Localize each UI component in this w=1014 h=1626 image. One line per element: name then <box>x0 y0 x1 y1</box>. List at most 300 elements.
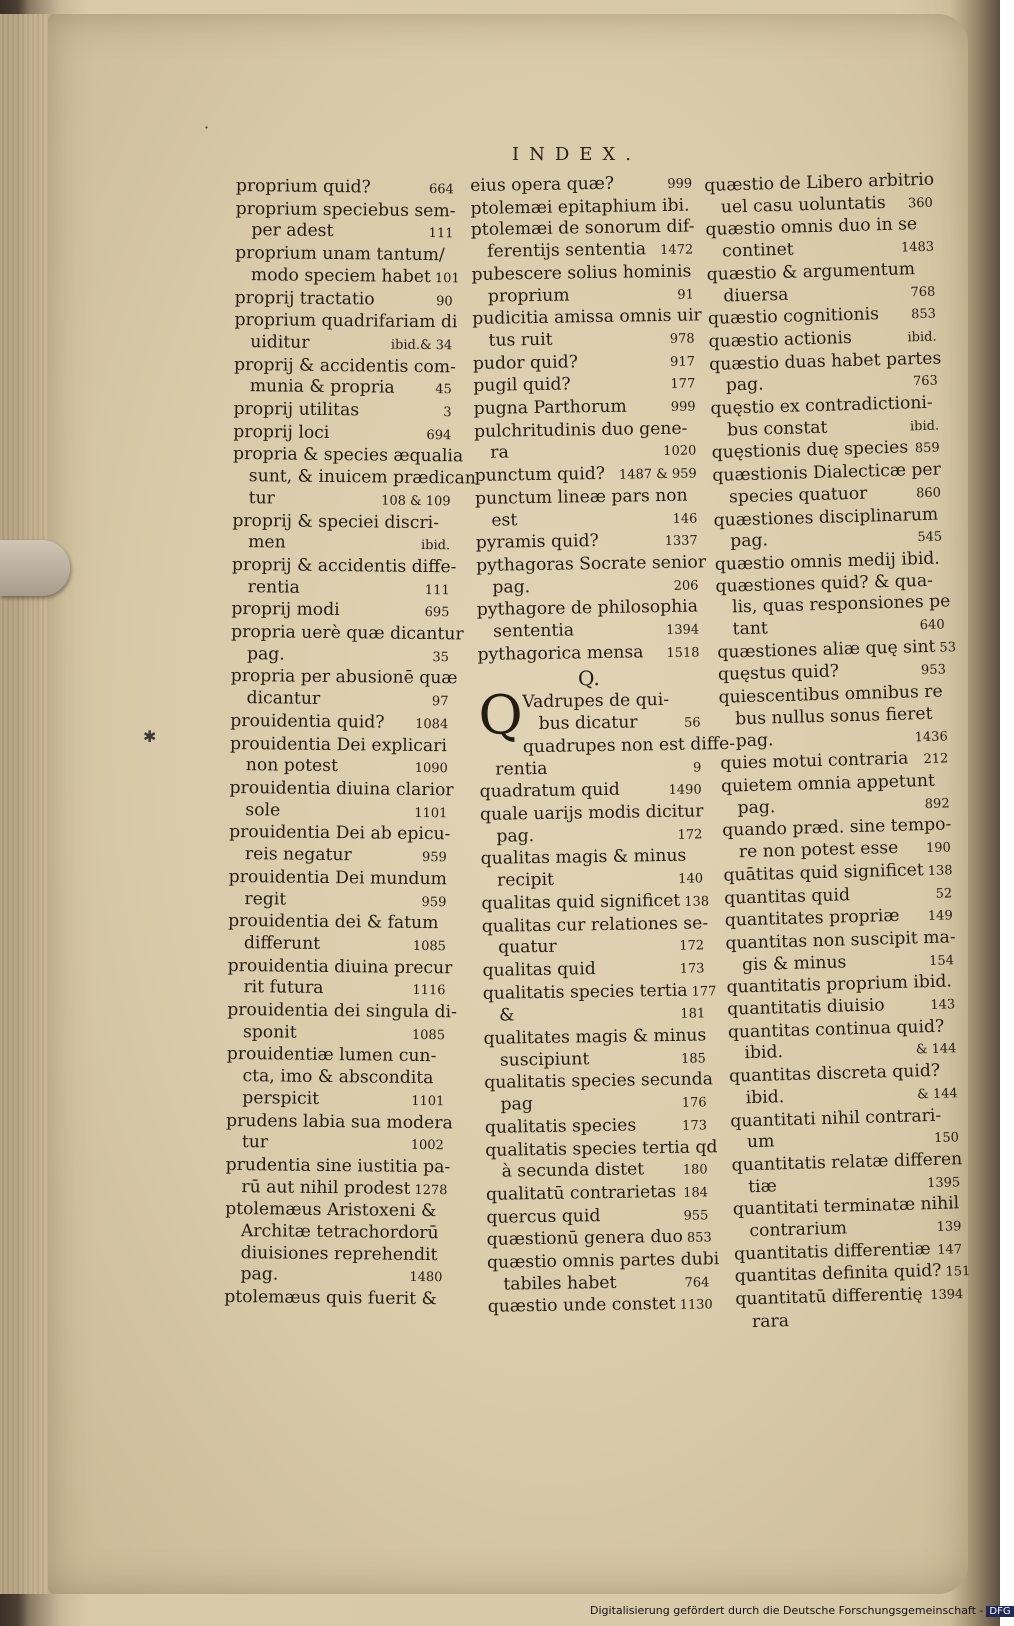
entry-term: bus dicatur <box>538 712 638 735</box>
entry-page-ref: 147 <box>937 1241 963 1258</box>
entry-term: prouidentia quid? <box>230 710 385 733</box>
page-speck: ✱ <box>143 727 157 746</box>
entry-page-ref: 180 <box>682 1162 708 1179</box>
entry-page-ref: 664 <box>428 182 454 198</box>
entry-term: pythagorica mensa <box>477 642 644 665</box>
entry-page-ref: 3 <box>443 405 452 421</box>
entry-term: quæstio de Libero arbitrio <box>704 169 935 196</box>
index-entry <box>484 1069 714 1095</box>
index-column-2 <box>470 173 736 1321</box>
entry-term: Vadrupes de qui- <box>522 690 670 713</box>
index-entry <box>227 1044 445 1068</box>
entry-page-ref: 150 <box>933 1130 960 1147</box>
entry-term: qualitatū contrarietas <box>485 1181 677 1205</box>
entry-term: quantitatis proprium ibid. <box>726 971 953 998</box>
index-entry <box>230 755 448 780</box>
entry-term: qualitatis species tertia <box>482 980 688 1004</box>
entry-term: tus ruit <box>488 329 553 351</box>
entry-term: ibid. <box>745 1086 785 1109</box>
entry-term: rit futura <box>243 977 324 999</box>
entry-term: tabiles habet <box>503 1272 617 1295</box>
index-entry <box>477 597 699 622</box>
entry-term: proprij & speciei discri- <box>232 510 440 533</box>
entry-term: pubescere solius hominis <box>471 261 692 285</box>
index-entry <box>226 1066 444 1090</box>
entry-page-ref: 1101 <box>414 805 448 821</box>
entry-term: quæstio & argumentum <box>706 258 916 285</box>
index-entry <box>471 261 693 286</box>
entry-term: pag. <box>240 1264 279 1285</box>
index-entry <box>475 485 697 510</box>
entry-term: per adest <box>251 220 334 242</box>
entry-term: perspicit <box>242 1087 320 1109</box>
entry-term: prouidentia dei singula di- <box>227 999 457 1023</box>
index-entry <box>235 243 453 267</box>
index-entry <box>225 1199 443 1223</box>
entry-term: quantitates propriæ <box>724 906 900 931</box>
entry-page-ref: 151 <box>945 1264 971 1281</box>
entry-term: uiditur <box>250 332 310 353</box>
entry-term: qualitatis species <box>484 1115 637 1138</box>
entry-term: sponit <box>242 1021 297 1043</box>
entry-term: quæstio omnis duo in se <box>705 214 918 241</box>
entry-page-ref: 694 <box>426 427 452 444</box>
index-entry <box>234 376 452 401</box>
index-entry <box>230 688 448 713</box>
entry-term: propria & species æqualia <box>232 444 464 467</box>
index-entry <box>234 310 458 334</box>
entry-term: pag. <box>496 825 535 847</box>
entry-term: differunt <box>243 933 321 954</box>
entry-page-ref: 154 <box>928 952 955 969</box>
entry-page-ref: 1472 <box>659 242 694 259</box>
page-speck: · <box>204 118 210 137</box>
entry-page-ref: 1518 <box>666 645 700 661</box>
page-title: INDEX. <box>512 144 641 165</box>
entry-page-ref: 173 <box>679 961 705 977</box>
entry-page-ref: 181 <box>680 1006 706 1023</box>
entry-term: ptolemæi epitaphium ibi. <box>470 195 690 219</box>
entry-page-ref: 1116 <box>412 983 446 999</box>
entry-term: qualitas quid <box>482 959 596 981</box>
entry-page-ref: 853 <box>910 306 937 323</box>
entry-term: pythagore de philosophia <box>476 596 699 621</box>
entry-page-ref: 1085 <box>412 938 447 955</box>
entry-term: quæstio omnis partes dubi <box>486 1249 720 1273</box>
entry-term: ptolemæus Aristoxeni & <box>225 1199 437 1222</box>
entry-page-ref: 999 <box>667 176 693 192</box>
entry-page-ref: 56 <box>683 715 701 731</box>
entry-term: quātitas quid significet <box>723 859 924 886</box>
entry-term: regit <box>244 888 287 910</box>
entry-page-ref: 184 <box>683 1185 709 1201</box>
entry-page-ref: 640 <box>919 617 945 634</box>
entry-term: quęstio ex contradictioni- <box>710 392 933 419</box>
entry-term: quantitati terminatæ nihil <box>732 1193 960 1220</box>
entry-page-ref: 763 <box>912 373 939 390</box>
entry-term: proprij & accidentis com- <box>233 354 456 377</box>
entry-page-ref: 177 <box>670 376 696 393</box>
entry-page-ref: 360 <box>907 195 934 212</box>
entry-term: re non potest esse <box>738 837 899 863</box>
index-entry <box>225 1221 443 1245</box>
entry-term: punctum quid? <box>474 464 606 487</box>
entry-page-ref: 149 <box>927 908 953 925</box>
index-entry <box>232 488 450 513</box>
entry-term: tur <box>241 1132 269 1153</box>
entry-term: quatur <box>497 936 557 958</box>
index-entry <box>229 867 447 891</box>
index-entry <box>522 712 700 737</box>
index-entry <box>485 1136 718 1162</box>
entry-page-ref: 764 <box>684 1275 710 1291</box>
entry-page-ref: 1483 <box>900 239 935 256</box>
entry-term: quæstio duas habet partes <box>708 348 942 375</box>
entry-page-ref: ibid. <box>420 538 451 554</box>
entry-term: qualitatis species secunda <box>484 1069 714 1094</box>
entry-term: prouidentia Dei explicari <box>229 733 448 756</box>
entry-page-ref: 173 <box>682 1118 708 1134</box>
entry-term: proprium unam tantum/ <box>235 243 445 266</box>
entry-term: pag. <box>735 729 774 751</box>
entry-page-ref: 52 <box>935 885 953 902</box>
entry-term: prouidentia diuina clarior <box>229 777 454 801</box>
entry-term: modo speciem habet <box>250 264 431 287</box>
index-entry <box>477 619 699 645</box>
entry-page-ref: 9 <box>692 760 702 776</box>
entry-term: proprij & accidentis diffe- <box>231 554 457 578</box>
entry-term: tur <box>248 487 275 509</box>
index-entry <box>471 217 693 242</box>
entry-page-ref: 860 <box>915 485 942 502</box>
entry-term: prouidentia Dei mundum <box>228 866 447 890</box>
index-entry <box>475 552 707 577</box>
entry-term: quantitatis differentiæ <box>733 1238 931 1265</box>
entry-page-ref: & 144 <box>916 1086 958 1103</box>
entry-term: quantitas quid <box>723 884 851 909</box>
entry-page-ref: 185 <box>680 1051 707 1067</box>
entry-page-ref: 1002 <box>410 1138 444 1154</box>
entry-page-ref: 695 <box>424 605 450 621</box>
entry-page-ref: 1084 <box>415 716 449 733</box>
entry-term: qualitas quid significet <box>481 890 681 914</box>
entry-term: ferentijs sententia <box>487 239 647 262</box>
index-entry <box>227 999 457 1024</box>
entry-term: pag. <box>729 530 769 552</box>
index-entry <box>230 711 448 736</box>
index-entry <box>226 1088 444 1113</box>
entry-page-ref: 172 <box>677 827 703 843</box>
entry-page-ref: 1278 <box>414 1182 448 1198</box>
entry-term: pag. <box>737 796 776 818</box>
index-entry <box>231 554 457 579</box>
index-entry <box>486 1249 720 1274</box>
entry-term: sunt, & inuicem prædican <box>248 466 477 489</box>
entry-page-ref: 768 <box>910 284 936 300</box>
index-entry <box>227 1022 445 1047</box>
entry-term: quęstionis duę species <box>711 437 909 464</box>
entry-term: rentia <box>495 758 548 780</box>
index-entry <box>231 599 449 624</box>
index-entry <box>229 822 451 846</box>
entry-term: species quatuor <box>728 483 868 508</box>
entry-page-ref: 959 <box>421 850 447 866</box>
entry-term: quantitas discreta quid? <box>728 1060 941 1087</box>
index-entry <box>226 1110 453 1134</box>
entry-term: à secunda distet <box>501 1159 645 1182</box>
entry-page-ref: 138 <box>684 894 710 910</box>
entry-page-ref: 177 <box>691 983 717 1000</box>
entry-term: propria uerè quæ dicantur <box>231 622 464 645</box>
entry-page-ref: ibid. <box>907 329 937 346</box>
entry-term: quæstionis Dialecticæ per <box>712 459 942 487</box>
entry-term: Architæ tetrachordorū <box>240 1221 439 1244</box>
entry-page-ref: 1487 & 959 <box>618 466 697 483</box>
entry-page-ref: 959 <box>421 894 447 910</box>
entry-term: non potest <box>245 755 339 777</box>
entry-term: uel casu uoluntatis <box>720 192 886 218</box>
entry-page-ref: 206 <box>673 578 699 594</box>
index-entry <box>231 644 449 669</box>
index-entry <box>230 734 448 758</box>
entry-term: quæstiones quid? & qua- <box>715 570 934 597</box>
index-entry <box>234 332 452 357</box>
entry-term: pag <box>500 1094 534 1115</box>
entry-term: proprij loci <box>233 421 330 443</box>
index-entry <box>232 577 450 602</box>
entry-term: gis & minus <box>741 951 847 975</box>
index-entry <box>233 354 456 379</box>
drop-cap: Q <box>477 683 524 748</box>
entry-term: bus constat <box>726 417 828 441</box>
entry-term: qualitas magis & minus <box>480 846 687 870</box>
entry-page-ref: 140 <box>678 871 704 887</box>
entry-page-ref: 212 <box>923 751 949 768</box>
entry-term: diuisiones reprehendit <box>240 1242 438 1265</box>
entry-page-ref: 176 <box>681 1095 707 1111</box>
entry-term: continet <box>721 239 794 262</box>
entry-term: quando præd. sine tempo- <box>722 814 952 842</box>
entry-term: pythagoras Socrate senior <box>475 552 707 576</box>
entry-page-ref: 1394 <box>665 622 700 639</box>
entry-term: rara <box>751 1310 790 1332</box>
index-column-3 <box>704 169 971 1334</box>
index-column-1 <box>224 176 477 1311</box>
dfg-logo: DFG <box>986 1606 1013 1617</box>
index-entry <box>236 176 454 201</box>
entry-term: pudicitia amissa omnis uir <box>472 305 702 330</box>
entry-term: quantitatis diuisio <box>727 995 885 1020</box>
entry-page-ref: 1395 <box>926 1174 961 1191</box>
entry-page-ref: 1020 <box>663 443 697 460</box>
entry-page-ref: 1085 <box>411 1027 446 1043</box>
entry-term: pag. <box>492 576 531 598</box>
entry-page-ref: 1090 <box>414 761 448 777</box>
entry-term: prouidentiæ lumen cun- <box>226 1044 437 1067</box>
entry-term: diuersa <box>723 284 789 307</box>
entry-page-ref: 999 <box>670 399 696 415</box>
index-entry <box>232 511 450 535</box>
index-entry <box>474 418 696 443</box>
entry-term: prudentia sine iustitia pa- <box>225 1154 451 1178</box>
index-entry <box>236 199 454 223</box>
entry-page-ref: 978 <box>669 331 695 347</box>
entry-term: qualitatis species tertia qd <box>485 1136 718 1161</box>
entry-term: & <box>499 1005 515 1026</box>
entry-term: proprium quid? <box>235 176 371 198</box>
index-entry <box>481 912 709 938</box>
entry-term: cta, imo & abscondita <box>242 1066 434 1089</box>
index-entry <box>227 955 453 980</box>
entry-term: prouidentia Dei ab epicu- <box>229 822 451 845</box>
entry-term: quęstus quid? <box>717 661 840 686</box>
entry-page-ref: 101 <box>434 270 460 287</box>
entry-page-ref: 1130 <box>679 1297 713 1314</box>
entry-term: prudens labia sua modera <box>226 1110 453 1133</box>
entry-term: quæstio cognitionis <box>707 304 880 330</box>
entry-term: quantitati nihil contrari- <box>730 1105 942 1132</box>
index-entry <box>235 220 453 245</box>
funding-text: Digitalisierung gefördert durch die Deutsche Forschungsgemeinschaft - <box>590 1604 984 1617</box>
entry-page-ref: 1101 <box>411 1093 445 1110</box>
entry-term: ptolemæus quis fuerit & <box>224 1287 437 1310</box>
entry-term: um <box>746 1131 775 1153</box>
entry-term: ibid. <box>744 1042 784 1064</box>
entry-term: quæstiones disciplinarum <box>713 504 939 531</box>
index-entry <box>472 305 702 331</box>
entry-term: pag. <box>246 643 285 665</box>
index-entry <box>483 1025 705 1050</box>
entry-page-ref: 111 <box>424 582 450 598</box>
index-entry <box>231 622 464 646</box>
entry-page-ref: & 144 <box>915 1041 957 1058</box>
entry-page-ref: ibid.& 34 <box>390 337 453 354</box>
entry-page-ref: 1480 <box>409 1270 443 1286</box>
entry-term: prouidentia dei & fatum <box>228 911 439 934</box>
entry-page-ref: 45 <box>435 382 452 398</box>
entry-term: ra <box>490 442 509 464</box>
entry-term: est <box>491 509 518 531</box>
index-entry <box>480 801 702 826</box>
entry-term: quies motui contraria <box>720 748 909 775</box>
index-entry <box>230 666 458 690</box>
index-entry <box>225 1176 448 1202</box>
entry-page-ref: 172 <box>679 938 705 955</box>
entry-term: pulchritudinis duo gene- <box>473 418 688 442</box>
entry-term: rū aut nihil prodest <box>241 1176 411 1199</box>
index-entry <box>474 440 696 466</box>
entry-term: tant <box>732 618 769 640</box>
entry-term: rentia <box>247 576 300 598</box>
index-entry <box>232 444 464 468</box>
entry-term: pugna Parthorum <box>473 396 627 420</box>
entry-term: bus nullus sonus fieret <box>734 703 933 730</box>
entry-term: pag. <box>725 374 764 396</box>
entry-page-ref: 1394 <box>930 1287 964 1304</box>
entry-term: recipit <box>496 869 555 891</box>
entry-term: pyramis quid? <box>475 531 599 554</box>
entry-term: quantitatis relatæ differen <box>731 1149 963 1176</box>
entry-term: pudor quid? <box>472 351 578 374</box>
entry-term: proprij utilitas <box>233 399 360 421</box>
entry-term: proprium quadrifariam di <box>234 310 458 333</box>
entry-term: sole <box>245 799 281 821</box>
entry-term: quantitatū differentię <box>735 1284 923 1310</box>
index-entry <box>225 1154 451 1179</box>
entry-page-ref: 146 <box>672 511 698 527</box>
entry-term: quadrupes non est diffe- <box>522 733 736 758</box>
entry-page-ref: 1436 <box>914 728 948 745</box>
entry-page-ref: 108 & 109 <box>381 493 451 510</box>
entry-term: suscipiunt <box>499 1048 590 1071</box>
index-entry <box>232 532 450 557</box>
entry-term: ptolemæi de sonorum dif- <box>470 216 695 241</box>
entry-page-ref: 1337 <box>664 533 698 550</box>
entry-term: quiescentibus omnibus re <box>718 681 943 708</box>
page-edges <box>0 14 50 1594</box>
entry-term: eius opera quæ? <box>470 173 615 196</box>
entry-term: prouidentia diuina precur <box>227 955 453 978</box>
index-entry <box>477 641 699 667</box>
entry-term: contrarium <box>749 1218 848 1242</box>
entry-page-ref: 1490 <box>668 782 702 799</box>
entry-term: quæstio actionis <box>708 327 853 352</box>
entry-term: reis negatur <box>244 844 352 866</box>
entry-term: pugil quid? <box>473 374 571 397</box>
index-entry <box>228 888 446 913</box>
entry-term: proprium <box>487 284 570 307</box>
entry-term: proprij tractatio <box>234 287 375 309</box>
entry-page-ref: 111 <box>428 226 454 242</box>
entry-term: quæstionū genera duo <box>486 1227 684 1251</box>
entry-term: tiæ <box>747 1176 778 1197</box>
entry-page-ref: 917 <box>670 354 696 370</box>
entry-term: punctum lineæ pars non <box>474 485 688 509</box>
index-entry <box>229 777 454 802</box>
entry-page-ref: 35 <box>432 649 450 666</box>
index-entry <box>233 399 451 424</box>
index-entry <box>224 1264 442 1289</box>
entry-page-ref: ibid. <box>909 418 940 435</box>
entry-page-ref: 90 <box>436 293 453 309</box>
entry-term: quantitas continua quid? <box>727 1016 945 1043</box>
entry-term: quantitas definita quid? <box>734 1261 942 1288</box>
entry-term: quietem omnia appetunt <box>720 770 936 797</box>
section-letter: Q. <box>577 666 600 691</box>
index-entry <box>487 1294 713 1320</box>
entry-term: dicantur <box>246 688 321 710</box>
entry-page-ref: 859 <box>914 440 940 457</box>
entry-page-ref: 190 <box>925 840 952 857</box>
entry-term: quale uarijs modis dicitur <box>479 801 704 825</box>
entry-term: qualitates magis & minus <box>483 1025 707 1049</box>
entry-page-ref: 97 <box>431 694 449 710</box>
entry-term: quæstiones aliæ quę sint <box>717 636 936 663</box>
index-entry <box>228 911 446 935</box>
funding-notice <box>590 1604 1014 1617</box>
index-entry <box>224 1287 442 1311</box>
index-entry <box>233 422 451 447</box>
index-entry <box>227 977 445 1002</box>
entry-term: qualitas cur relationes se- <box>481 912 709 937</box>
entry-term: quæstio unde constet <box>487 1294 676 1318</box>
index-entry <box>235 264 460 290</box>
bookmark-tab <box>0 540 70 596</box>
entry-term: quantitas non suscipit ma- <box>725 927 956 954</box>
entry-term: quercus quid <box>486 1205 601 1228</box>
entry-page-ref: 953 <box>920 662 947 679</box>
entry-term: proprij modi <box>231 599 340 621</box>
